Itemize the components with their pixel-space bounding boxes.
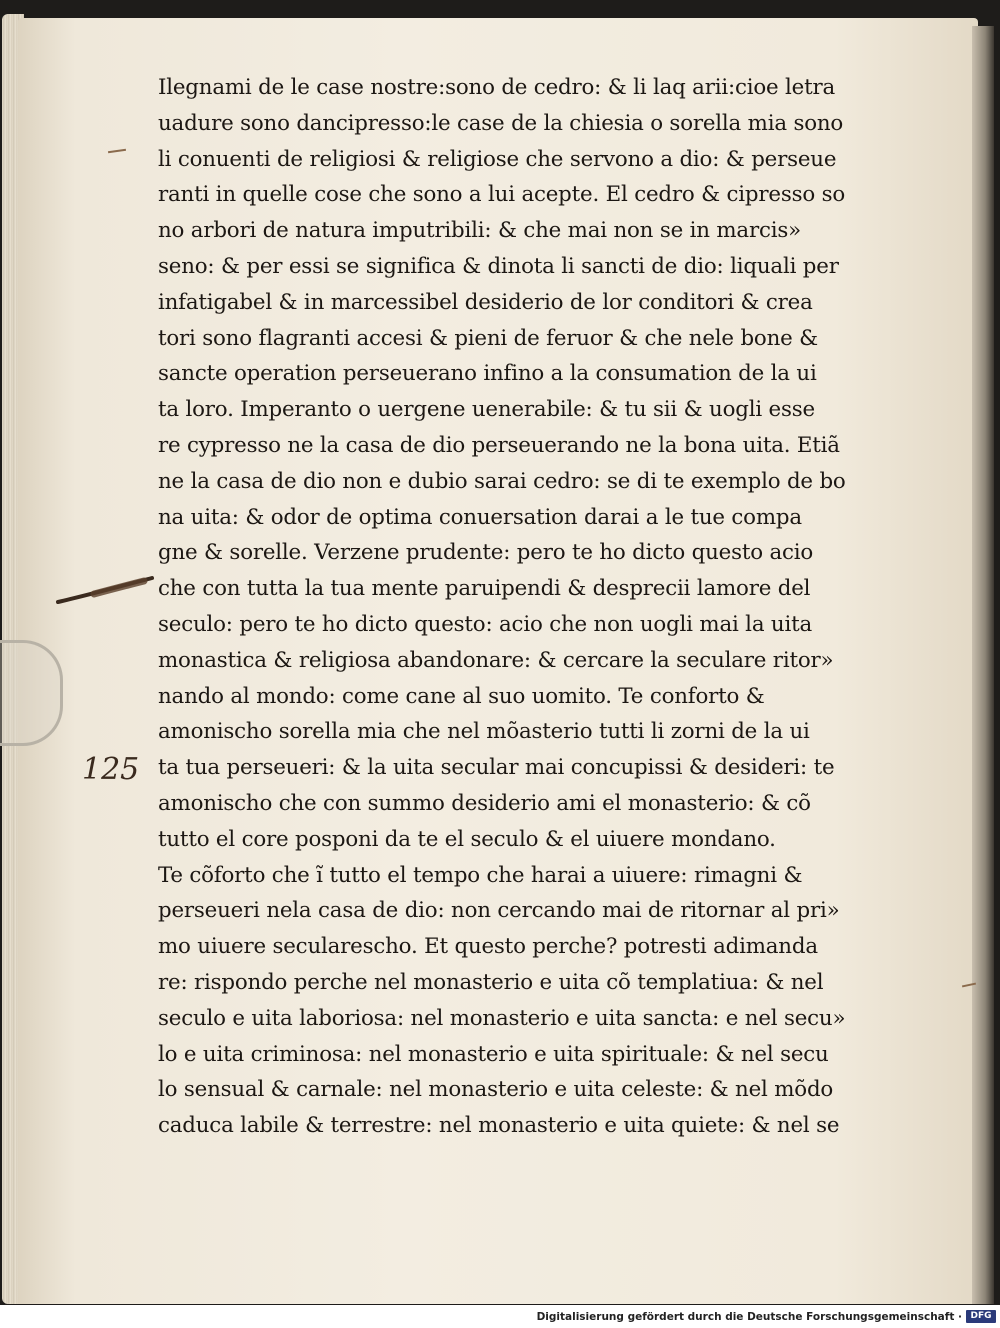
text-line: no arbori de natura imputribili: & che mai non se in marcis» [158, 218, 801, 244]
text-line: ta loro. Imperanto o uergene uenerabile: & tu sii & uogli esse [158, 397, 815, 423]
text-line: perseueri nela casa de dio: non cercando mai de ritornar al pri» [158, 898, 840, 924]
text-line: ta tua perseueri: & la uita secular mai concupissi & desideri: te [158, 755, 835, 781]
text-line: amonischo che con summo desiderio ami el monasterio: & cõ [158, 790, 811, 816]
text-line: seculo e uita laboriosa: nel monasterio e uita sancta: e nel secu» [158, 1005, 846, 1031]
text-line: caduca labile & terrestre: nel monasterio e uita quiete: & nel se [158, 1113, 840, 1139]
page-gutter-shadow [972, 26, 994, 1304]
text-line: re cypresso ne la casa de dio perseuerando ne la bona uita. Etiã [158, 432, 840, 458]
text-line: nando al mondo: come cane al suo uomito. Te conforto & [158, 683, 765, 709]
text-line: ranti in quelle cose che sono a lui acepte. El cedro & cipresso so [158, 182, 846, 208]
text-line: monastica & religiosa abandonare: & cercare la seculare ritor» [158, 647, 834, 673]
text-line: gne & sorelle. Verzene prudente: pero te ho dicto questo acio [158, 540, 814, 566]
margin-note: 125 [82, 752, 140, 787]
text-line: tori sono flagranti accesi & pieni de feruor & che nele bone & [158, 325, 818, 351]
text-line: ne la casa de dio non e dubio sarai cedro: se di te exemplo de bo [158, 468, 846, 494]
text-line: lo e uita criminosa: nel monasterio e uita spirituale: & nel secu [158, 1041, 829, 1067]
text-line: re: rispondo perche nel monasterio e uita cõ templatiua: & nel [158, 969, 824, 995]
text-line: seculo: pero te ho dicto questo: acio che non uogli mai la uita [158, 611, 813, 637]
text-line: li conuenti de religiosi & religiose che servono a dio: & perseue [158, 146, 837, 172]
text-line: Te cõforto che ĩ tutto el tempo che harai a uiuere: rimagni & [158, 862, 803, 888]
page-clip [0, 640, 63, 746]
footer-bar [0, 1305, 1000, 1328]
text-line: sancte operation perseuerano infino a la consumation de la ui [158, 361, 817, 387]
text-line: che con tutta la tua mente paruipendi & desprecii lamore del [158, 576, 811, 602]
text-line: uadure sono dancipresso:le case de la chiesia o sorella mia sono [158, 110, 844, 136]
text-line: na uita: & odor de optima conuersation darai a le tue compa [158, 504, 802, 530]
margin-pointer-mark [54, 572, 156, 612]
funding-credit: Digitalisierung gefördert durch die Deutsche Forschungsgemeinschaft · [536, 1311, 962, 1323]
text-block [158, 70, 898, 1144]
text-line: lo sensual & carnale: nel monasterio e uita celeste: & nel mõdo [158, 1077, 834, 1103]
text-line: infatigabel & in marcessibel desiderio de lor conditori & crea [158, 289, 813, 315]
dfg-logo: DFG [966, 1310, 996, 1323]
text-line: amonischo sorella mia che nel mõasterio tutti li zorni de la ui [158, 719, 810, 745]
text-line: seno: & per essi se significa & dinota li sancti de dio: liquali per [158, 253, 839, 279]
text-line: mo uiuere secularescho. Et questo perche? potresti adimanda [158, 934, 818, 960]
text-line: tutto el core posponi da te el seculo & el uiuere mondano. [158, 826, 776, 852]
text-line: Ilegnami de le case nostre:sono de cedro: & li laq arii:cioe letra [158, 75, 836, 100]
